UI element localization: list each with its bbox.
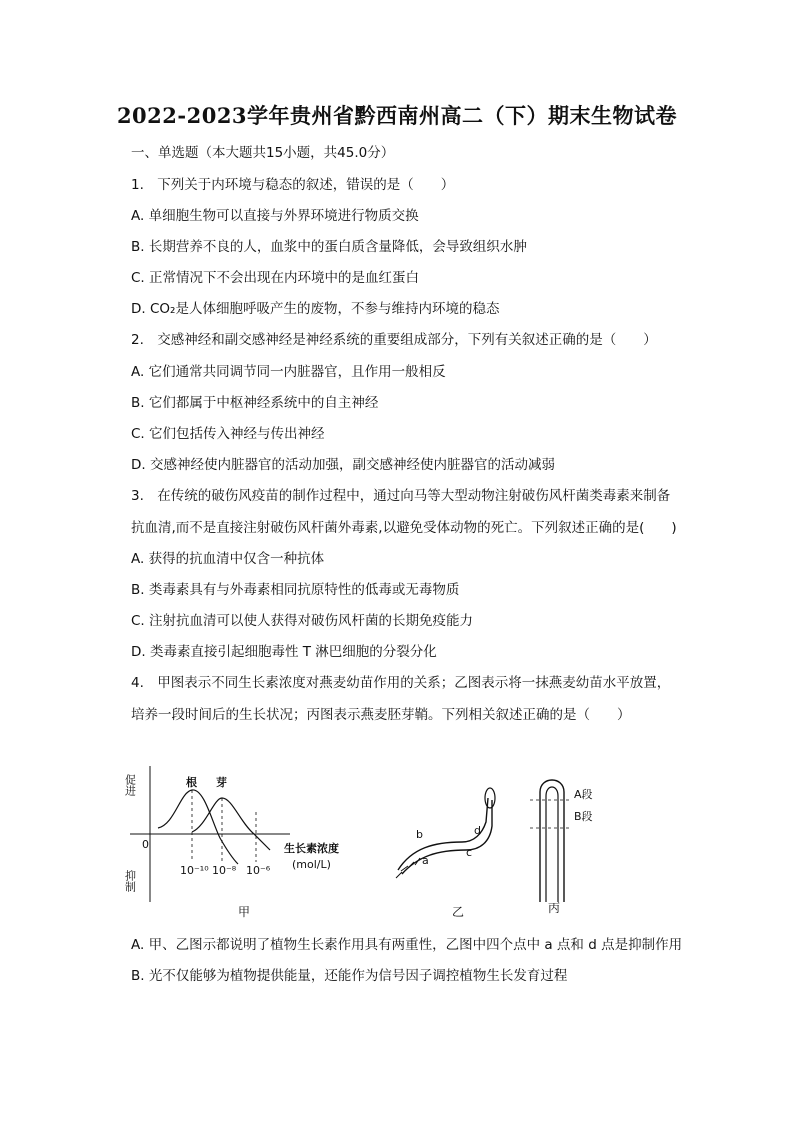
x-axis-label: 生长素浓度 — [284, 842, 339, 855]
question-3-option-a: A. 获得的抗血清中仅含一种抗体 — [131, 551, 325, 567]
point-a: a — [422, 854, 429, 867]
question-2-option-d: D. 交感神经使内脏器官的活动加强，副交感神经使内脏器官的活动减弱 — [131, 457, 555, 473]
question-4-stem-cont: 培养一段时间后的生长状况；丙图表示燕麦胚芽鞘。下列相关叙述正确的是（ ） — [131, 707, 631, 723]
question-2-stem — [131, 330, 657, 350]
question-1-option-a: A. 单细胞生物可以直接与外界环境进行物质交换 — [131, 208, 419, 224]
question-number: 3. — [131, 488, 144, 504]
question-text: 甲图表示不同生长素浓度对燕麦幼苗作用的关系；乙图表示将一抹燕麦幼苗水平放置， — [157, 675, 671, 691]
bud-curve — [192, 798, 270, 850]
y-axis-bottom-label: 抑制 — [123, 870, 137, 892]
question-1-option-b: B. 长期营养不良的人，血浆中的蛋白质含量降低，会导致组织水肿 — [131, 239, 527, 255]
question-number: 4. — [131, 675, 144, 691]
y-axis-top-label: 促进 — [123, 774, 137, 796]
question-3-stem-cont: 抗血清,而不是直接注射破伤风杆菌外毒素,以避免受体动物的死亡。下列叙述正确的是( ) — [131, 520, 677, 536]
question-1-stem — [131, 175, 454, 195]
point-b: b — [416, 828, 423, 841]
question-text: 在传统的破伤风疫苗的制作过程中，通过向马等大型动物注射破伤风杆菌类毒素来制备 — [157, 488, 671, 504]
question-3-stem — [131, 486, 670, 506]
figure-yi — [382, 752, 522, 932]
section-heading: 一、单选题（本大题共15小题，共45.0分） — [131, 145, 395, 161]
figure-jia — [120, 752, 380, 932]
tick-label: 10⁻⁶ — [246, 864, 271, 877]
page-title: 2022-2023学年贵州省黔西南州高二（下）期末生物试卷 — [116, 103, 678, 128]
question-4-figures — [120, 752, 680, 932]
coleoptile-inner — [546, 787, 558, 902]
question-1-option-d: D. CO₂是人体细胞呼吸产生的废物，不参与维持内环境的稳态 — [131, 301, 500, 317]
question-3-option-c: C. 注射抗血清可以使人获得对破伤风杆菌的长期免疫能力 — [131, 613, 474, 629]
question-4-option-a: A. 甲、乙图示都说明了植物生长素作用具有两重性，乙图中四个点中 a 点和 d 点是抑制作用 — [131, 937, 683, 953]
root-label: 根 — [186, 776, 197, 789]
coleoptile-outer — [540, 780, 564, 902]
question-2-option-b: B. 它们都属于中枢神经系统中的自主神经 — [131, 395, 379, 411]
question-3-option-b: B. 类毒素具有与外毒素相同抗原特性的低毒或无毒物质 — [131, 582, 460, 598]
figure-caption: 丙 — [548, 901, 561, 915]
point-d: d — [474, 824, 481, 837]
tick-label: 10⁻⁸ — [212, 864, 237, 877]
point-c: c — [466, 846, 473, 859]
question-4-stem — [131, 673, 670, 693]
question-number: 2. — [131, 332, 144, 348]
figure-caption: 乙 — [452, 905, 465, 919]
tick-label: 10⁻¹⁰ — [180, 864, 209, 877]
coleoptile-tip — [485, 788, 495, 808]
question-2-option-c: C. 它们包括传入神经与传出神经 — [131, 426, 325, 442]
question-number: 1. — [131, 177, 144, 193]
segment-b-label: B段 — [574, 810, 593, 823]
question-text: 下列关于内环境与稳态的叙述，错误的是（ ） — [157, 177, 455, 193]
question-2-option-a: A. 它们通常共同调节同一内脏器官，且作用一般相反 — [131, 364, 446, 380]
origin-label: 0 — [142, 838, 149, 851]
question-4-option-b: B. 光不仅能够为植物提供能量，还能作为信号因子调控植物生长发育过程 — [131, 968, 568, 984]
figure-bing — [520, 752, 630, 932]
segment-a-label: A段 — [574, 788, 593, 801]
question-1-option-c: C. 正常情况下不会出现在内环境中的是血红蛋白 — [131, 270, 420, 286]
bud-label: 芽 — [216, 776, 227, 789]
question-3-option-d: D. 类毒素直接引起细胞毒性 T 淋巴细胞的分裂分化 — [131, 644, 437, 660]
question-text: 交感神经和副交感神经是神经系统的重要组成部分，下列有关叙述正确的是（ ） — [157, 332, 657, 348]
root-curve — [158, 790, 238, 864]
x-axis-unit: (mol/L) — [292, 858, 331, 871]
figure-caption: 甲 — [238, 905, 251, 919]
